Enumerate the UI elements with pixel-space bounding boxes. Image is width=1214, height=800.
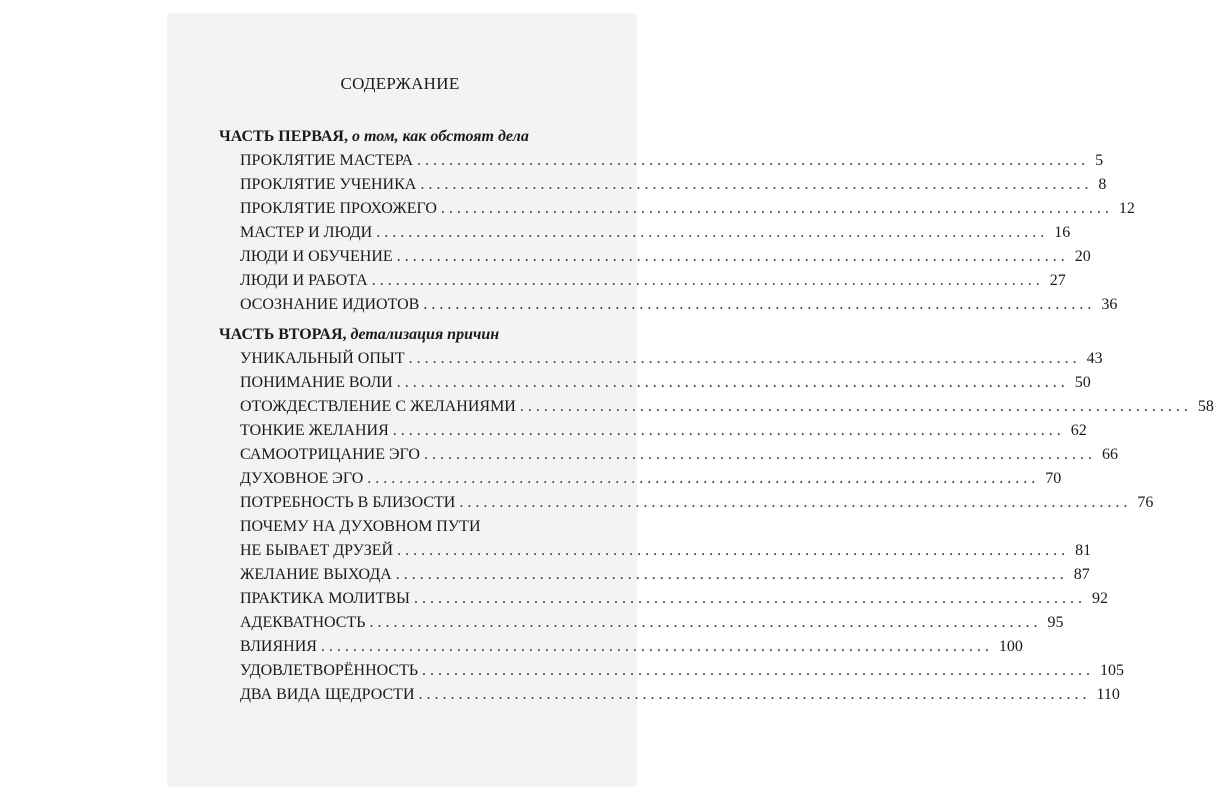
toc-entry [240,686,1120,708]
entry-page: 16 [1054,224,1071,241]
entry-page: 58 [1197,398,1214,415]
dot-leader: .................................................................................... [423,296,1096,313]
part-heading [219,326,499,344]
entry-title: НЕ БЫВАЕТ ДРУЗЕЙ [240,542,394,559]
dot-leader: .................................................................................... [418,686,1091,703]
entry-title: УНИКАЛЬНЫЙ ОПЫТ [240,350,405,367]
toc-entry [240,224,1071,246]
entry-title: ОСОЗНАНИЕ ИДИОТОВ [240,296,420,313]
entry-page: 62 [1070,422,1087,439]
dot-leader: .................................................................................... [459,494,1132,511]
entry-title: ДУХОВНОЕ ЭГО [240,470,364,487]
toc-entry [240,662,1125,684]
toc-entry [240,446,1118,468]
entry-title: ВЛИЯНИЯ [240,638,317,655]
entry-page: 20 [1074,248,1091,265]
toc-entry [240,272,1066,294]
entry-title: ЖЕЛАНИЕ ВЫХОДА [240,566,392,583]
entry-page: 87 [1073,566,1090,583]
entry-title: САМООТРИЦАНИЕ ЭГО [240,446,420,463]
dot-leader: .................................................................................... [408,350,1081,367]
entry-title: ПРОКЛЯТИЕ МАСТЕРА [240,152,414,169]
part-label: ЧАСТЬ ВТОРАЯ, [219,326,347,343]
part-label: ЧАСТЬ ПЕРВАЯ, [219,128,348,145]
entry-page: 92 [1091,590,1108,607]
entry-title: ЛЮДИ И РАБОТА [240,272,368,289]
dot-leader: .................................................................................... [320,638,993,655]
dot-leader: .................................................................................... [376,224,1049,241]
entry-title: ПОНИМАНИЕ ВОЛИ [240,374,393,391]
entry-page: 70 [1045,470,1062,487]
toc-entry [240,470,1062,492]
toc-entry [240,398,1214,420]
dot-leader: .................................................................................... [369,614,1042,631]
dot-leader: .................................................................................... [420,176,1093,193]
dot-leader: .................................................................................... [396,374,1069,391]
entry-page: 105 [1100,662,1125,679]
entry-page: 110 [1096,686,1120,703]
entry-title: ТОНКИЕ ЖЕЛАНИЯ [240,422,389,439]
toc-entry [240,200,1135,222]
dot-leader: .................................................................................... [371,272,1044,289]
toc-entry [240,176,1107,198]
toc-title: СОДЕРЖАНИЕ [340,74,460,93]
dot-leader: .................................................................................... [519,398,1192,415]
dot-leader: .................................................................................... [423,446,1096,463]
toc-entry [240,248,1091,270]
entry-page: 50 [1074,374,1091,391]
entry-title: ПРОКЛЯТИЕ ПРОХОЖЕГО [240,200,437,217]
toc-entry [240,614,1064,636]
dot-leader: .................................................................................... [367,470,1040,487]
dot-leader: .................................................................................... [422,662,1095,679]
part-heading [219,128,529,146]
dot-leader: .................................................................................... [397,542,1070,559]
entry-title: ПРОКЛЯТИЕ УЧЕНИКА [240,176,417,193]
toc-entry [240,542,1092,564]
entry-page: 27 [1049,272,1066,289]
entry-page: 66 [1101,446,1118,463]
entry-title: АДЕКВАТНОСТЬ [240,614,366,631]
toc-entry [240,518,622,540]
entry-title: МАСТЕР И ЛЮДИ [240,224,373,241]
dot-leader: .................................................................................... [413,590,1086,607]
entry-page: 43 [1086,350,1103,367]
toc-entry [240,350,1103,372]
entry-page: 12 [1118,200,1135,217]
part-subtitle: детализация причин [350,326,500,343]
toc-entry [240,152,1104,174]
toc-entry [240,638,1023,660]
toc-entry [240,422,1087,444]
entry-title: ЛЮДИ И ОБУЧЕНИЕ [240,248,393,265]
entry-page: 5 [1095,152,1104,169]
entry-page: 95 [1047,614,1064,631]
entry-title: ДВА ВИДА ЩЕДРОСТИ [240,686,415,703]
toc-entry [240,494,1154,516]
entry-page: 81 [1075,542,1092,559]
entry-page: 76 [1137,494,1154,511]
entry-page: 100 [998,638,1023,655]
toc-entry [240,296,1118,318]
entry-title: ПРАКТИКА МОЛИТВЫ [240,590,410,607]
entry-page: 8 [1098,176,1107,193]
dot-leader: .................................................................................... [440,200,1113,217]
entry-page: 36 [1101,296,1118,313]
entry-title: УДОВЛЕТВОРЁННОСТЬ [240,662,419,679]
dot-leader: .................................................................................... [395,566,1068,583]
dot-leader: .................................................................................... [417,152,1090,169]
dot-leader: .................................................................................... [392,422,1065,439]
toc-entry [240,566,1090,588]
entry-title: ПОЧЕМУ НА ДУХОВНОМ ПУТИ [240,518,481,535]
toc-entry [240,374,1091,396]
dot-leader: .................................................................................... [396,248,1069,265]
entry-title: ПОТРЕБНОСТЬ В БЛИЗОСТИ [240,494,456,511]
entry-title: ОТОЖДЕСТВЛЕНИЕ С ЖЕЛАНИЯМИ [240,398,516,415]
part-subtitle: о том, как обстоят дела [351,128,529,145]
toc-entry [240,590,1108,612]
